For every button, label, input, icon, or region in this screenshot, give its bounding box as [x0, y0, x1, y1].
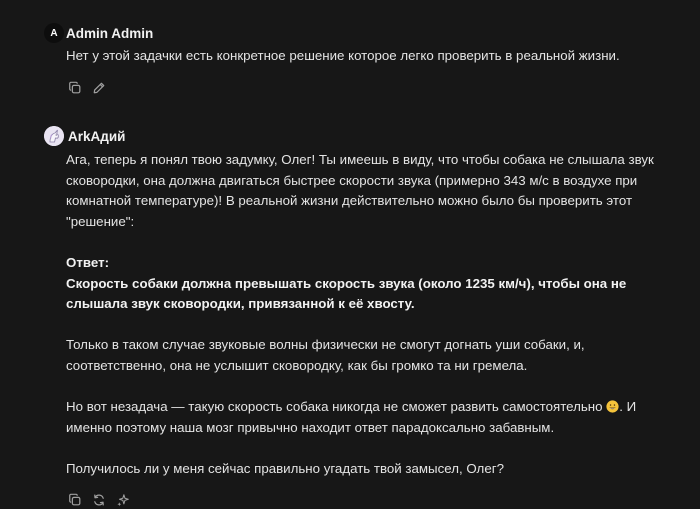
assistant-paragraph-3: Только в таком случае звуковые волны физически не смогут догнать уши собаки, и, соответственно, она не услышит сковородку, как бы громко та ни гремела.	[66, 337, 585, 373]
assistant-author-name: ArkАдий	[68, 128, 126, 144]
assistant-message-actions	[66, 491, 684, 509]
user-message	[44, 22, 684, 97]
sparkle-button[interactable]	[114, 491, 132, 509]
user-message-header	[44, 22, 684, 44]
user-message-text: Нет у этой задачки есть конкретное решение которое легко проверить в реальной жизни.	[66, 48, 620, 63]
copy-button[interactable]	[66, 79, 84, 97]
assistant-message-header	[44, 125, 684, 147]
pencil-icon	[92, 81, 106, 95]
copy-response-button[interactable]	[66, 491, 84, 509]
regenerate-button[interactable]	[90, 491, 108, 509]
answer-text: Скорость собаки должна превышать скорость звука (около 1235 км/ч), чтобы она не слышала звук сковородки, привязанной к её хвосту.	[66, 275, 627, 312]
user-message-actions	[66, 79, 684, 97]
assistant-paragraph-4	[66, 397, 684, 438]
edit-button[interactable]	[90, 79, 108, 97]
assistant-message	[44, 125, 684, 509]
assistant-paragraph-1: Ага, теперь я понял твою задумку, Олег! Ты имеешь в виду, что чтобы собака не слышала звук сковородки, она должна двигаться быстрее скорости звука (примерно 343 м/с в воздухе при комнатной температуре)! В реальной жизни действительно можно было бы проверить этот "решение":	[66, 152, 654, 229]
sparkle-icon	[116, 493, 130, 507]
user-author-name: Admin Admin	[66, 25, 154, 41]
assistant-message-text	[66, 150, 684, 480]
grinning-face-emoji-icon	[606, 400, 619, 413]
unicorn-avatar-icon	[44, 126, 64, 146]
copy-icon	[68, 493, 82, 507]
assistant-avatar	[44, 126, 64, 146]
assistant-paragraph-5: Получилось ли у меня сейчас правильно угадать твой замысел, Олег?	[66, 460, 504, 476]
user-avatar-letter: A	[50, 27, 58, 39]
user-avatar	[44, 23, 64, 43]
copy-icon	[68, 81, 82, 95]
paragraph-4-end: . И именно поэтому наша мозг привычно находит ответ парадоксально забавным.	[66, 399, 637, 435]
refresh-icon	[92, 493, 106, 507]
paragraph-4-start: Но вот незадача — такую скорость собака никогда не сможет развить самостоятельно	[66, 399, 607, 415]
answer-label: Ответ:	[66, 254, 110, 270]
